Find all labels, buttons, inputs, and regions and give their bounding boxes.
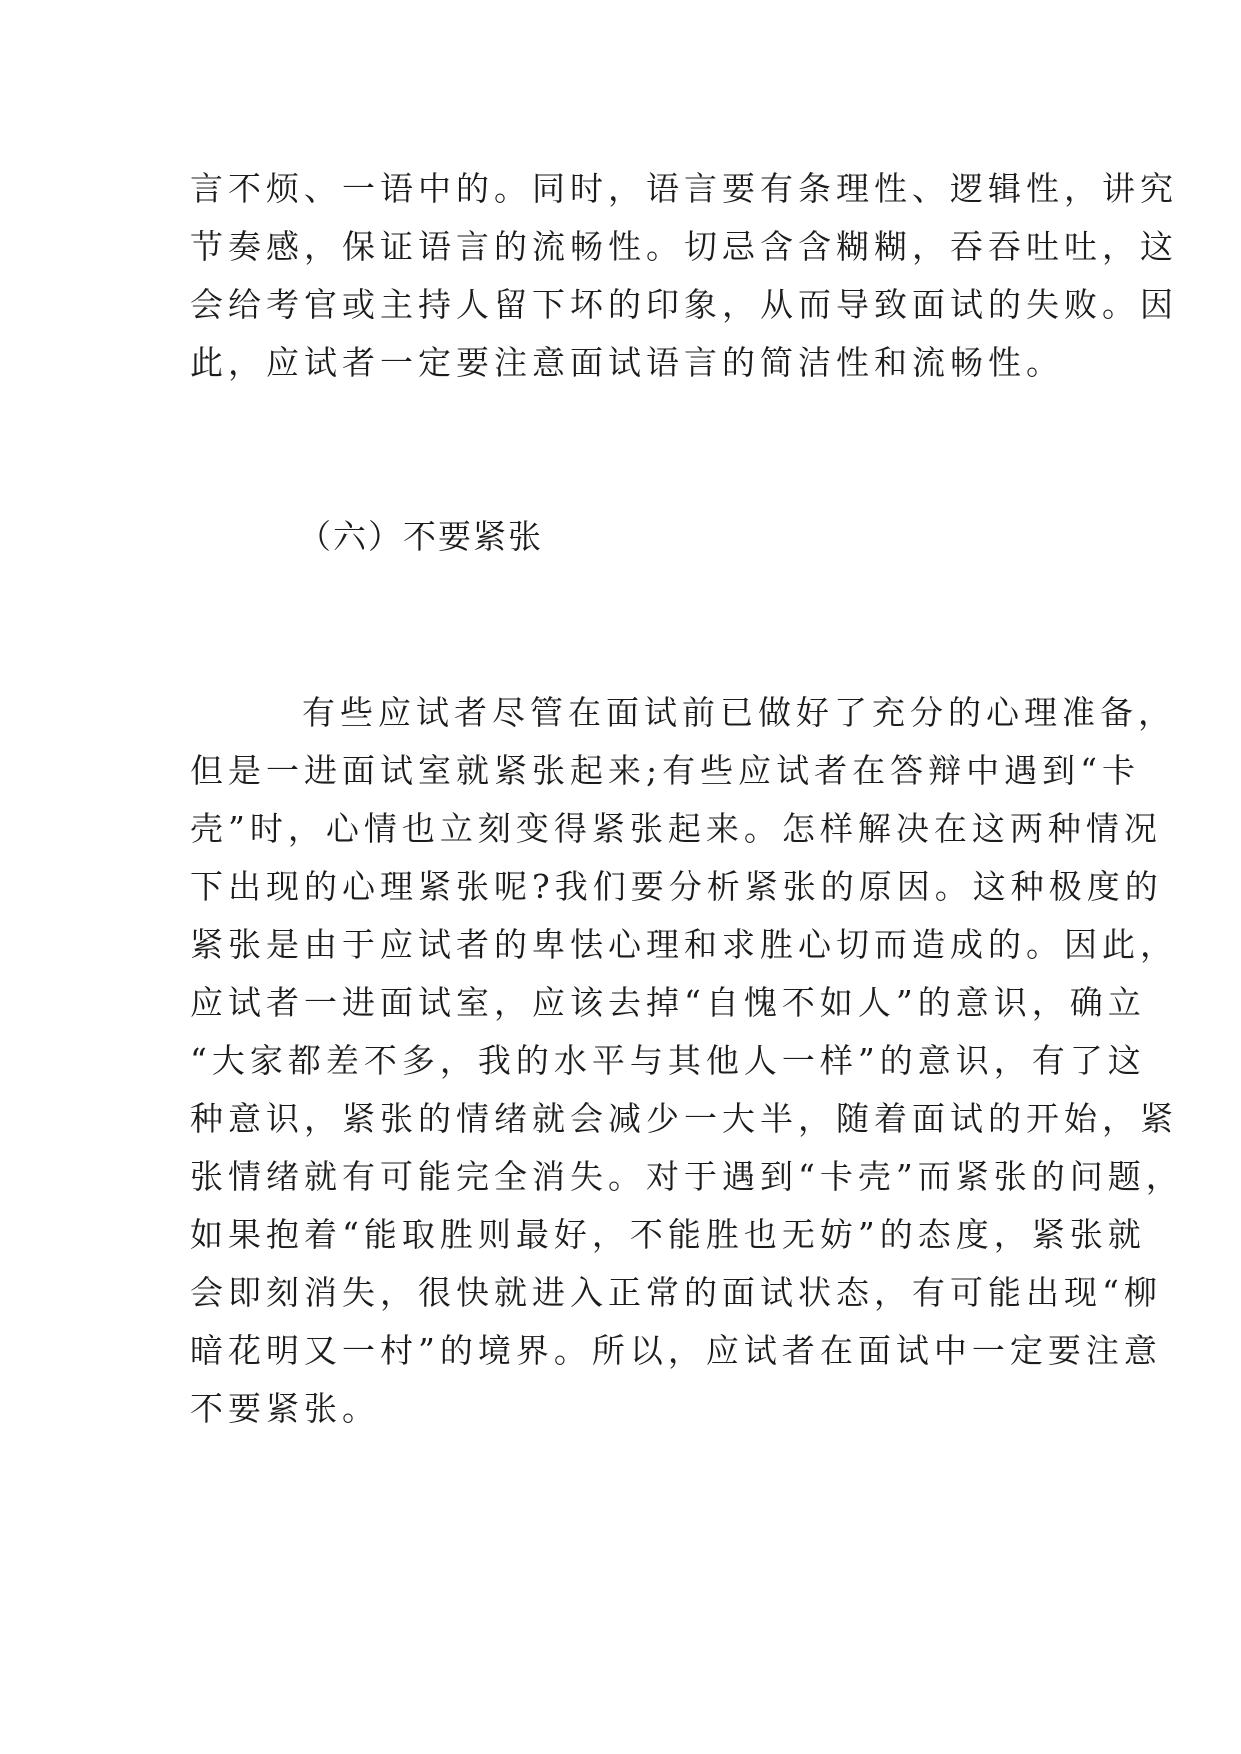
- paragraph-2-line: 种意识，紧张的情绪就会减少一大半，随着面试的开始，紧: [190, 1099, 1178, 1138]
- paragraph-2-line: 有些应试者尽管在面试前已做好了充分的心理准备，: [302, 693, 1176, 732]
- paragraph-2-line: 但是一进面试室就紧张起来;有些应试者在答辩中遇到“卡: [190, 751, 1140, 790]
- paragraph-2-line: 暗花明又一村”的境界。所以，应试者在面试中一定要注意: [190, 1331, 1162, 1370]
- paragraph-1-line: 节奏感，保证语言的流畅性。切忌含含糊糊，吞吞吐吐，这: [190, 227, 1178, 266]
- paragraph-1: [190, 160, 1178, 392]
- paragraph-2-line: 应试者一进面试室，应该去掉“自愧不如人”的意识，确立: [190, 983, 1146, 1022]
- paragraph-2-line: 下出现的心理紧张呢?我们要分析紧张的原因。这种极度的: [190, 867, 1163, 906]
- paragraph-2: [190, 684, 1184, 1438]
- paragraph-2-line: 如果抱着“能取胜则最好，不能胜也无妨”的态度，紧张就: [190, 1215, 1146, 1254]
- paragraph-2-line: 不要紧张。: [190, 1389, 380, 1428]
- section-heading: （六）不要紧张: [298, 517, 543, 556]
- paragraph-2-line: 会即刻消失，很快就进入正常的面试状态，有可能出现“柳: [190, 1273, 1162, 1312]
- paragraph-2-line: “大家都差不多，我的水平与其他人一样”的意识，有了这: [190, 1041, 1146, 1080]
- paragraph-2-line: 壳”时，心情也立刻变得紧张起来。怎样解决在这两种情况: [190, 809, 1162, 848]
- paragraph-1-line: 此，应试者一定要注意面试语言的简洁性和流畅性。: [190, 343, 1064, 382]
- paragraph-2-line: 张情绪就有可能完全消失。对于遇到“卡壳”而紧张的问题，: [190, 1157, 1184, 1196]
- paragraph-1-line: 言不烦、一语中的。同时，语言要有条理性、逻辑性，讲究: [190, 169, 1178, 208]
- paragraph-2-line: 紧张是由于应试者的卑怯心理和求胜心切而造成的。因此，: [190, 925, 1178, 964]
- section-heading-block: [298, 508, 1178, 566]
- paragraph-1-line: 会给考官或主持人留下坏的印象，从而导致面试的失败。因: [190, 285, 1178, 324]
